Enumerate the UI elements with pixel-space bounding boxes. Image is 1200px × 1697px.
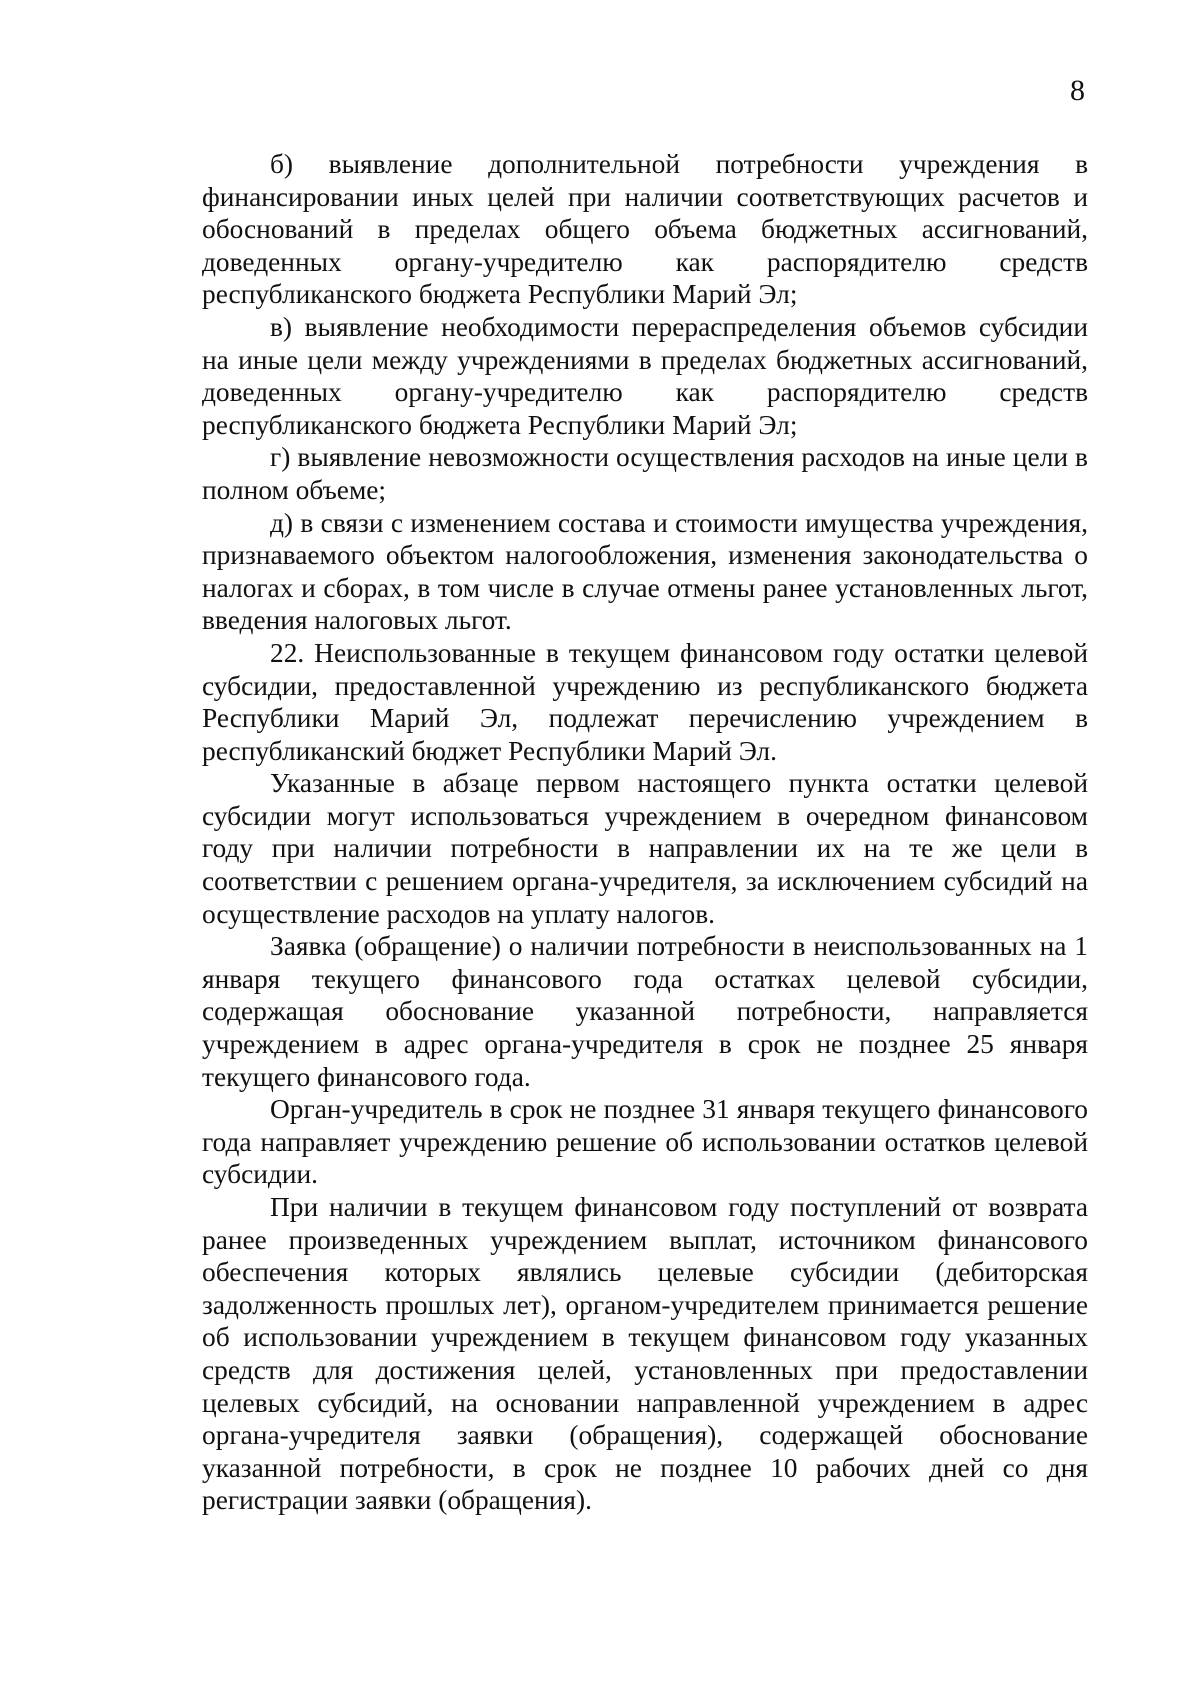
paragraph-item-22: 22. Неиспользованные в текущем финансовом году остатки целевой субсидии, предоставленной учреждению из республиканского бюджета Республики Марий Эл, подлежат перечислению учреждением в республиканский бюджет Республики Марий Эл. bbox=[202, 637, 1088, 766]
paragraph-application: Заявка (обращение) о наличии потребности в неиспользованных на 1 января текущего финансового года остатках целевой субсидии, содержащая обоснование указанной потребности, направляется учреждением в адрес органа-учредителя в срок не позднее 25 января текущего финансового года. bbox=[202, 931, 1088, 1092]
paragraph-subitem-g: г) выявление невозможности осуществления расходов на иные цели в полном объеме; bbox=[202, 442, 1088, 505]
paragraph-remainder-usage: Указанные в абзаце первом настоящего пункта остатки целевой субсидии могут использоваться учреждением в очередном финансовом году при наличии потребности в направлении их на те же цели в соответствии с решением органа-учредителя, за исключением субсидий на осуществление расходов на уплату налогов. bbox=[202, 768, 1088, 929]
paragraph-founder-decision: Орган-учредитель в срок не позднее 31 января текущего финансового года направляет учреждению решение об использовании остатков целевой субсидии. bbox=[202, 1094, 1088, 1190]
document-body bbox=[202, 148, 1088, 1517]
paragraph-subitem-b: б) выявление дополнительной потребности учреждения в финансировании иных целей при наличии соответствующих расчетов и обоснований в пределах общего объема бюджетных ассигнований, доведенных органу-учредителю как распорядителю средств республиканского бюджета Республики Марий Эл; bbox=[202, 149, 1088, 310]
page-number: 8 bbox=[1070, 74, 1085, 107]
paragraph-subitem-d: д) в связи с изменением состава и стоимости имущества учреждения, признаваемого объектом налогообложения, изменения законодательства о налогах и сборах, в том числе в случае отмены ранее установленных льгот, введения налоговых льгот. bbox=[202, 507, 1088, 636]
paragraph-receivables: При наличии в текущем финансовом году поступлений от возврата ранее произведенных учреждением выплат, источником финансового обеспечения которых являлись целевые субсидии (дебиторская задолженность прошлых лет), органом-учредителем принимается решение об использовании учреждением в текущем финансовом году указанных средств для достижения целей, установленных при предоставлении целевых субсидий, на основании направленной учреждением в адрес органа-учредителя заявки (обращения), содержащей обоснование указанной потребности, в срок не позднее 10 рабочих дней со дня регистрации заявки (обращения). bbox=[202, 1192, 1088, 1516]
paragraph-subitem-v: в) выявление необходимости перераспределения объемов субсидии на иные цели между учреждениями в пределах бюджетных ассигнований, доведенных органу-учредителю как распорядителю средств республиканского бюджета Республики Марий Эл; bbox=[202, 311, 1088, 440]
